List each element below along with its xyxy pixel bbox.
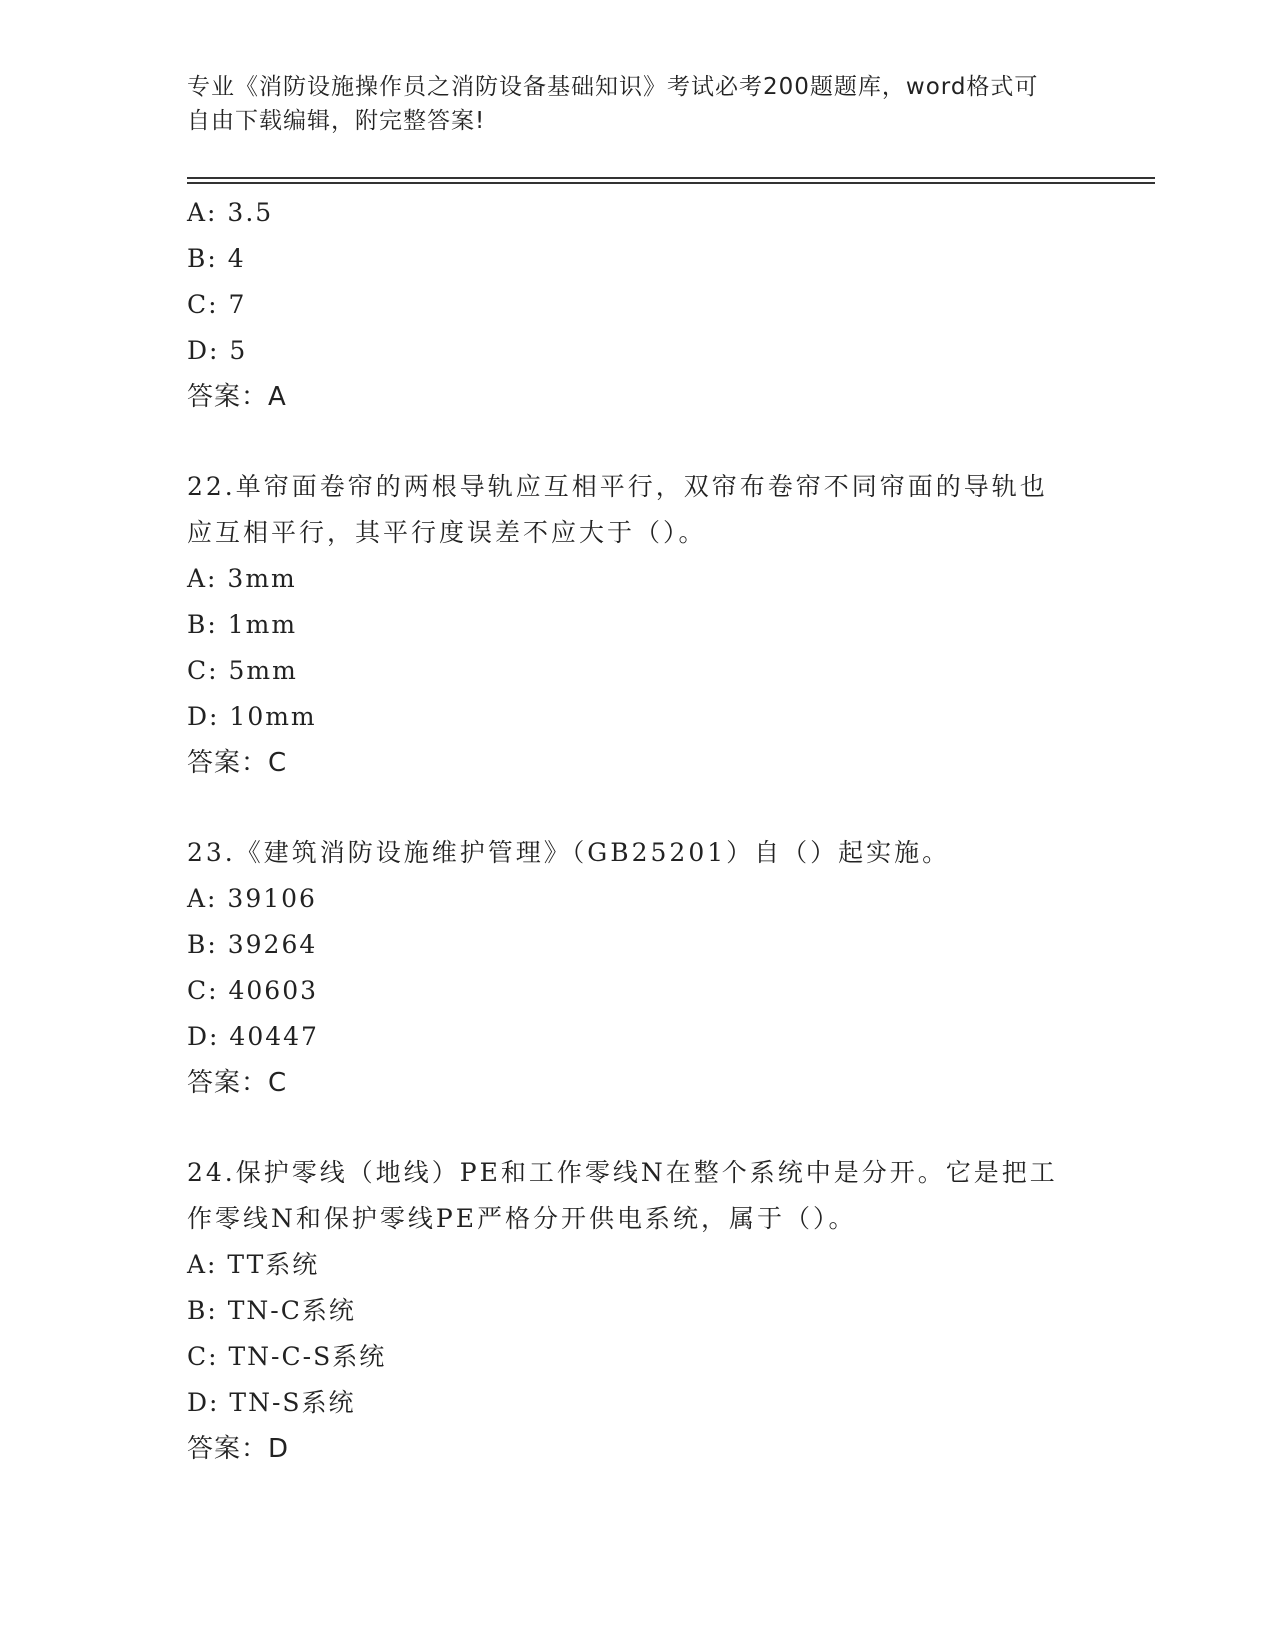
- question-list: [187, 190, 1087, 1472]
- question-24: [187, 1150, 1087, 1472]
- header-line-1: 专业《消防设施操作员之消防设备基础知识》考试必考200题题库，word格式可: [187, 74, 1039, 100]
- option-c: C: 7: [187, 290, 247, 319]
- question-22: [187, 464, 1087, 786]
- option-a: A: 3.5: [187, 198, 274, 227]
- question-23: [187, 830, 1087, 1106]
- option-b: B: 39264: [187, 930, 318, 959]
- option-d: D: 5: [187, 336, 248, 365]
- option-c: C: 5mm: [187, 656, 298, 685]
- question-stem-line-2: 应互相平行，其平行度误差不应大于（）。: [187, 518, 707, 547]
- header-divider-bottom: [187, 182, 1155, 184]
- answer-line: 答案：A: [187, 382, 287, 412]
- question-stem-line-2: 作零线N和保护零线PE严格分开供电系统，属于（）。: [187, 1204, 857, 1233]
- header-divider-top: [187, 177, 1155, 179]
- option-b: B: TN-C系统: [187, 1296, 356, 1325]
- option-c: C: 40603: [187, 976, 319, 1005]
- option-b: B: 4: [187, 244, 246, 273]
- option-d: D: 10mm: [187, 702, 317, 731]
- document-header: [187, 70, 1087, 138]
- question-21: [187, 190, 1087, 420]
- option-a: A: 3mm: [187, 564, 297, 593]
- option-a: A: TT系统: [187, 1250, 320, 1279]
- question-stem-line-1: 22.单帘面卷帘的两根导轨应互相平行，双帘布卷帘不同帘面的导轨也: [187, 472, 1048, 501]
- option-a: A: 39106: [187, 884, 317, 913]
- question-stem-line-1: 23.《建筑消防设施维护管理》（GB25201）自（）起实施。: [187, 838, 951, 867]
- answer-line: 答案：D: [187, 1434, 290, 1464]
- question-stem-line-1: 24.保护零线（地线）PE和工作零线N在整个系统中是分开。它是把工: [187, 1158, 1058, 1187]
- answer-line: 答案：C: [187, 1068, 288, 1098]
- header-line-2: 自由下载编辑，附完整答案!: [187, 108, 486, 134]
- option-b: B: 1mm: [187, 610, 298, 639]
- answer-line: 答案：C: [187, 748, 288, 778]
- option-d: D: 40447: [187, 1022, 319, 1051]
- option-c: C: TN-C-S系统: [187, 1342, 387, 1371]
- option-d: D: TN-S系统: [187, 1388, 356, 1417]
